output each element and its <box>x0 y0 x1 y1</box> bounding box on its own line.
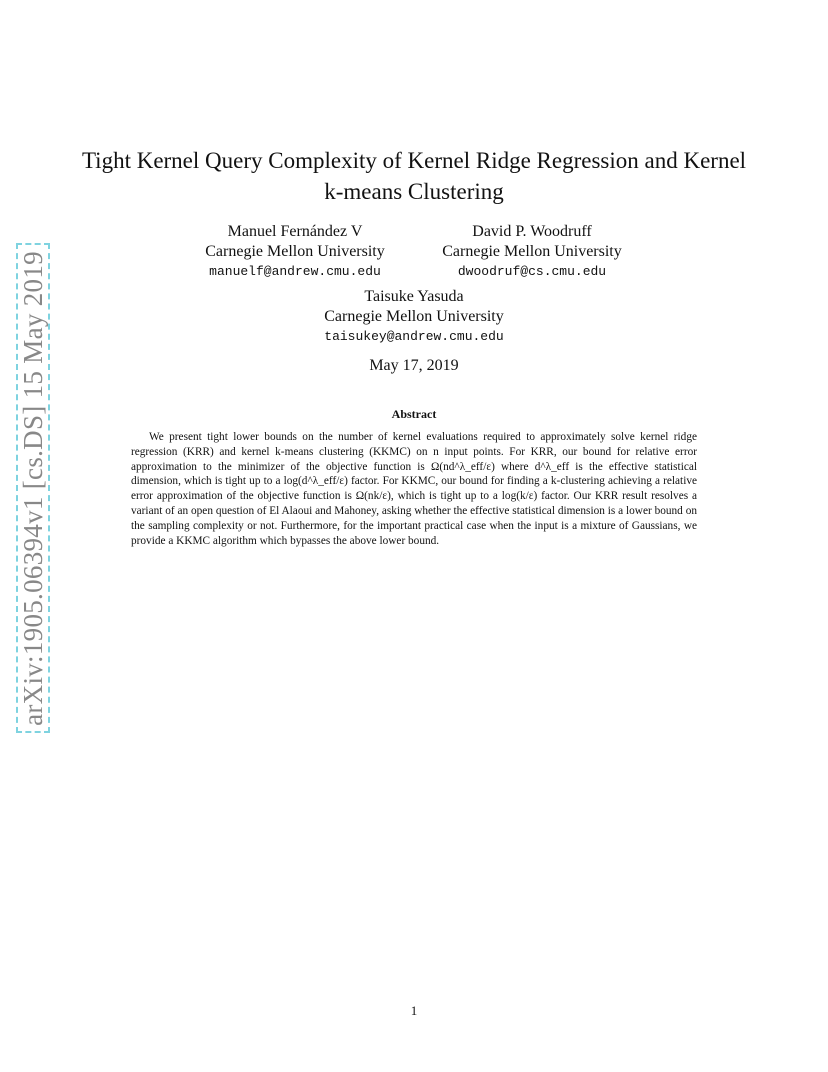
page-number: 1 <box>410 1003 418 1018</box>
abstract-body: We present tight lower bounds on the number of kernel evaluations required to approximately solve kernel ridge regression (KRR) and kernel k-means clustering (KKMC) on n input points. For KRR, our bound for relative error approximation to the minimizer of the objective function is Ω(nd^λ_eff/ε) where d^λ_eff is the effective statistical dimension, which is tight up to a log(d^λ_eff/ε) factor. For KKMC, our bound for finding a k-clustering achieving a relative error approximation of the objective function is Ω(nk/ε), which is tight up to a log(k/ε) factor. Our KRR result resolves a variant of an open question of El Alaoui and Mahoney, asking whether the effective statistical dimension is a lower bound on the sampling complexity or not. Furthermore, for the important practical case when the input is a mixture of Gaussians, we provide a KKMC algorithm which bypasses the above lower bound. <box>131 431 697 547</box>
arxiv-identifier: arXiv:1905.06394v1 [cs.DS] 15 May 2019 <box>17 250 48 726</box>
author-block <box>195 222 395 282</box>
author-email: taisukey@andrew.cmu.edu <box>324 329 504 344</box>
author-name: David P. Woodruff <box>472 223 592 240</box>
author-affiliation: Carnegie Mellon University <box>442 243 622 260</box>
author-block <box>432 222 632 282</box>
abstract-heading: Abstract <box>391 407 437 421</box>
author-affiliation: Carnegie Mellon University <box>324 308 504 325</box>
author-name: Manuel Fernández V <box>227 223 363 240</box>
author-affiliation: Carnegie Mellon University <box>205 243 385 260</box>
author-block <box>314 287 514 347</box>
author-name: Taisuke Yasuda <box>364 288 464 305</box>
paper-title: Tight Kernel Query Complexity of Kernel Ridge Regression and Kernel k-means Clustering <box>81 148 747 204</box>
arxiv-stamp <box>16 243 50 733</box>
author-email: manuelf@andrew.cmu.edu <box>209 264 381 279</box>
publication-date: May 17, 2019 <box>369 357 459 374</box>
author-email: dwoodruf@cs.cmu.edu <box>457 264 607 279</box>
